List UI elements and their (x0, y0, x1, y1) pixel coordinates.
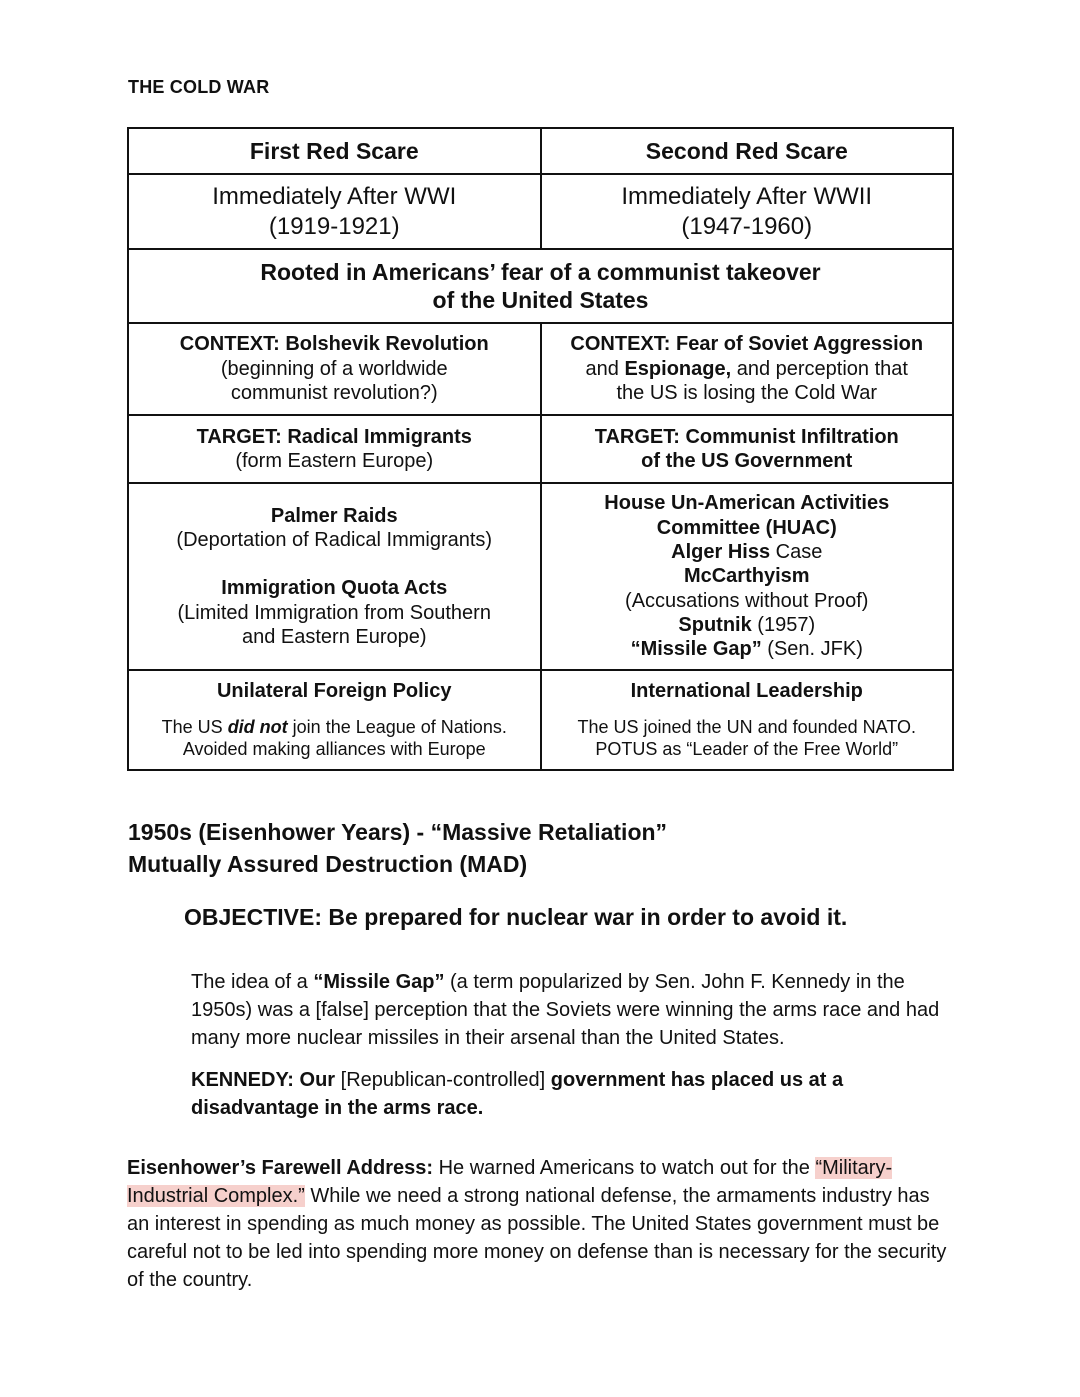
era-second-line2: (1947-1960) (681, 212, 813, 240)
policy-first-pre: The US (161, 716, 228, 737)
section-1950s-heading (128, 816, 667, 880)
farewell-post: While we need a strong national defense, the armaments industry has an interest in spending as much money as possible. The United States government must be careful not to be led into spending more money on defense than is necessary for the security of the country. (127, 1185, 947, 1291)
policy-first (128, 670, 541, 770)
quota-acts-desc-line1: (Limited Immigration from Southern (177, 601, 491, 624)
missile-gap-line (548, 637, 947, 661)
target-first (128, 415, 541, 483)
context-first-line2: communist revolution?) (230, 382, 438, 405)
rooted-line2: of the United States (432, 287, 649, 313)
context-first-line1: (beginning of a worldwide (220, 357, 448, 380)
header-second-red-scare: Second Red Scare (541, 128, 954, 174)
missile-gap-post: (a term popularized by Sen. John F. Kennedy in the 1950s) was a [false] perception that the Soviets were winning the arms race and had many more nuclear missiles in their arsenal than the United States. (191, 971, 940, 1049)
policy-first-line2: Avoided making alliances with Europe (182, 739, 486, 760)
context-second-title: CONTEXT: Fear of Soviet Aggression (570, 333, 924, 356)
table-header-row (128, 128, 953, 174)
rooted-cell (128, 249, 953, 323)
context-espionage: Espionage, (624, 357, 732, 380)
table-row-rooted (128, 249, 953, 323)
military-industrial-complex-highlight: “Military-Industrial Complex.” (127, 1157, 893, 1207)
farewell-pre: He warned Americans to watch out for the (433, 1157, 816, 1179)
target-second-line1: TARGET: Communist Infiltration (594, 425, 899, 448)
missile-gap-attribution: (Sen. JFK) (761, 638, 863, 661)
era-second-line1: Immediately After WWII (621, 183, 873, 211)
farewell-address-paragraph (127, 1154, 957, 1294)
missile-gap-term: “Missile Gap” (630, 638, 762, 661)
era-second (541, 174, 954, 249)
farewell-bold: Eisenhower’s Farewell Address: (127, 1157, 434, 1179)
policy-first-title: Unilateral Foreign Policy (216, 680, 452, 703)
table-row-era (128, 174, 953, 249)
target-first-title: TARGET: Radical Immigrants (196, 425, 472, 448)
target-first-sub: (form Eastern Europe) (235, 450, 434, 472)
section-1950s-line2: Mutually Assured Destruction (MAD) (128, 851, 528, 877)
mccarthyism: McCarthyism (683, 565, 810, 588)
kennedy-bold1: KENNEDY: Our (191, 1069, 336, 1091)
missile-gap-paragraph (191, 968, 961, 1052)
policy-first-emphasis: did not (227, 716, 288, 737)
context-perception: and perception that (731, 357, 908, 380)
table-row-context (128, 323, 953, 415)
document-title: THE COLD WAR (128, 77, 270, 97)
policy-first-line1 (135, 716, 534, 739)
quota-acts-desc-line2: and Eastern Europe) (241, 626, 427, 649)
kennedy-plain: [Republican-controlled] (335, 1069, 551, 1091)
alger-hiss-case: Case (770, 540, 823, 563)
mccarthyism-desc: (Accusations without Proof) (625, 589, 869, 612)
missile-gap-pre: The idea of a (191, 971, 314, 993)
era-first-line1: Immediately After WWI (212, 183, 457, 211)
alger-hiss-name: Alger Hiss (671, 540, 771, 563)
table-row-actions (128, 483, 953, 670)
target-second (541, 415, 954, 483)
objective-statement: OBJECTIVE: Be prepared for nuclear war in order to avoid it. (184, 904, 848, 930)
palmer-raids-desc: (Deportation of Radical Immigrants) (176, 528, 493, 551)
palmer-raids-title: Palmer Raids (270, 504, 398, 527)
era-first-line2: (1919-1921) (268, 212, 400, 240)
context-first-title: CONTEXT: Bolshevik Revolution (179, 333, 489, 356)
sputnik-year: (1957) (751, 614, 816, 637)
section-1950s-line1: 1950s (Eisenhower Years) - “Massive Retaliation” (128, 819, 668, 845)
missile-gap-bold: “Missile Gap” (313, 971, 445, 993)
context-second-line3: the US is losing the Cold War (616, 382, 877, 405)
quota-acts-title: Immigration Quota Acts (221, 577, 448, 600)
huac-line1: House Un-American Activities (604, 492, 890, 515)
context-first (128, 323, 541, 415)
header-first-red-scare: First Red Scare (128, 128, 541, 174)
context-second-line2 (548, 357, 947, 381)
sputnik-name: Sputnik (678, 614, 752, 637)
era-first (128, 174, 541, 249)
alger-hiss-line (548, 540, 947, 564)
policy-second-title: International Leadership (630, 680, 863, 703)
policy-second-line1: The US joined the UN and founded NATO. (577, 716, 917, 737)
context-second (541, 323, 954, 415)
rooted-line1: Rooted in Americans’ fear of a communist takeover (260, 258, 821, 285)
table-row-target (128, 415, 953, 483)
policy-second (541, 670, 954, 770)
actions-second (541, 483, 954, 670)
context-and: and (585, 357, 625, 380)
sputnik-line (548, 613, 947, 637)
policy-second-line2: POTUS as “Leader of the Free World” (595, 739, 899, 760)
red-scare-comparison-table (127, 127, 954, 771)
policy-first-post: join the League of Nations. (287, 716, 507, 737)
table-row-policy (128, 670, 953, 770)
target-second-line2: of the US Government (641, 450, 853, 472)
actions-first (128, 483, 541, 670)
kennedy-bold2: government has placed us at a disadvantage in the arms race. (191, 1069, 844, 1119)
kennedy-quote (191, 1066, 931, 1122)
huac-line2: Committee (HUAC) (656, 516, 837, 539)
